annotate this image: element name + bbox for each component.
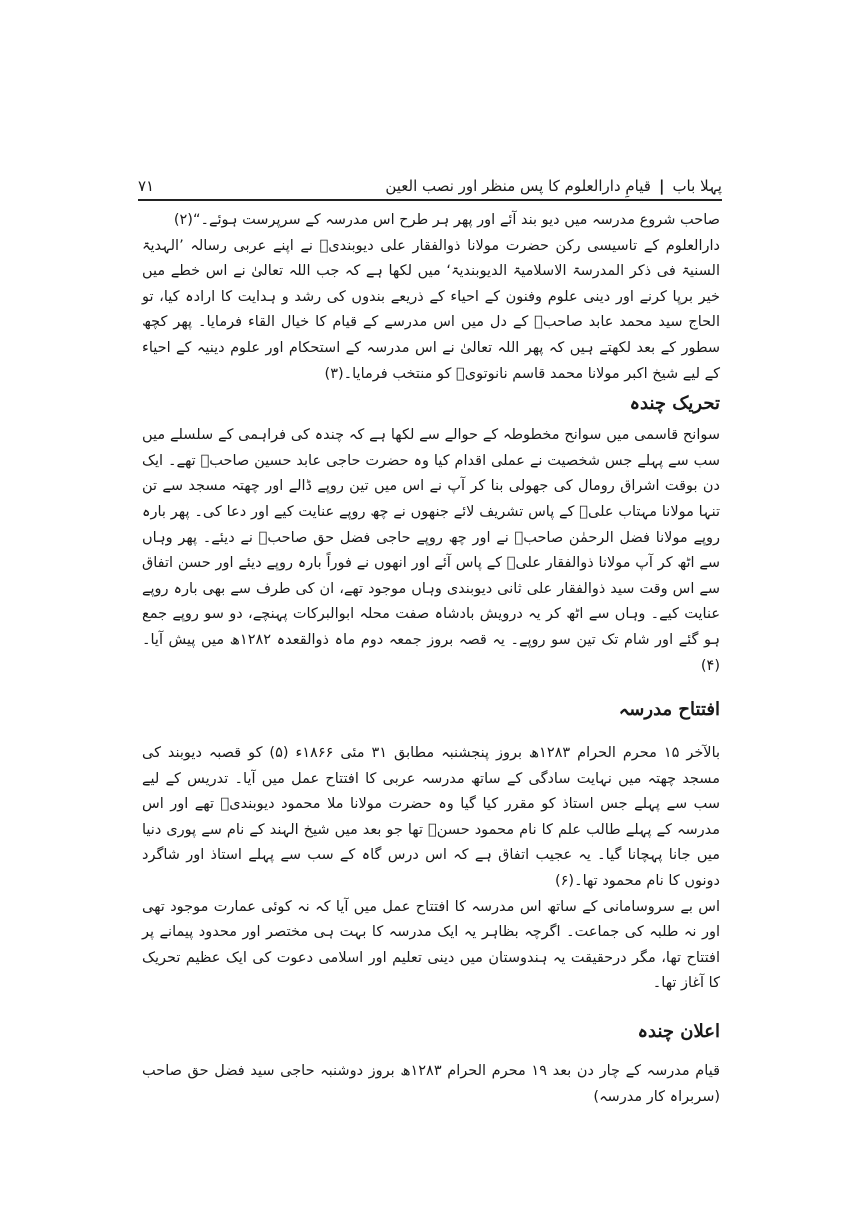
chapter-label: پہلا باب	[672, 177, 722, 195]
paragraph-azeem-tehreek: اس بے سروسامانی کے ساتھ اس مدرسہ کا افتتاح عمل میں آیا کہ نہ کوئی عمارت موجود تھی اور نہ طلبہ کی جماعت۔ اگرچہ بظاہر یہ ایک مدرسہ کا بہت ہی مختصر اور محدود پیمانے پر افتتاح تھا، مگر درحقیقت یہ ہندوستان میں دینی تعلیم اور اسلامی دعوت کی ایک عظیم تحریک کا آغاز تھا۔	[142, 898, 720, 992]
heading-iftitah-madrasa: افتتاح مدرسہ	[618, 699, 720, 721]
page-number: ۷۱	[138, 177, 155, 195]
heading-tehreek-chanda: تحریک چندہ	[629, 393, 720, 415]
heading-ailan-chanda: اعلان چندہ	[637, 1021, 720, 1043]
paragraph-ailan: قیام مدرسہ کے چار دن بعد ۱۹ محرم الحرام ۱۲۸۳ھ بروز دوشنبہ حاجی سید فضل حق صاحب (سربراہ کار مدرسہ)	[142, 1063, 720, 1105]
paragraph-iftitah: بالآخر ۱۵ محرم الحرام ۱۲۸۳ھ بروز پنجشنبہ مطابق ۳۱ مئی ۱۸۶۶ء (۵) کو قصبہ دیوبند کی مسجد چھتہ میں نہایت سادگی کے ساتھ مدرسہ عربی کا افتتاح عمل میں آیا۔ تدریس کے لیے سب سے پہلے جس استاذ کو مقرر کیا گیا وہ حضرت مولانا ملا محمود دیوبندیؒ تھے اور اس مدرسہ کے پہلے طالب علم کا نام محمود حسنؒ تھا جو بعد میں شیخ الہند کے نام سے پوری دنیا میں جانا پہچانا گیا۔ یہ عجیب اتفاق ہے کہ اس درس گاہ کے سب سے پہلے استاذ اور شاگرد دونوں کا نام محمود تھا۔(۶)	[142, 745, 721, 890]
chapter-title: قیامِ دارالعلوم کا پس منظر اور نصب العین	[385, 177, 651, 195]
paragraph-hadiya-saniya: دارالعلوم کے تاسیسی رکن حضرت مولانا ذوالفقار علی دیوبندیؒ نے اپنے عربی رسالہ ’الہدیۃ السنیۃ فی ذکر المدرسۃ الاسلامیۃ الدیوبندیۃ‘ میں لکھا ہے کہ جب اللہ تعالیٰ نے اس خطے میں خیر برپا کرنے اور دینی علوم وفنون کے احیاء کے ذریعے بندوں کی رشد و ہدایت کا ارادہ کیا، تو الحاج سید محمد عابد صاحبؒ کے دل میں اس مدرسے کے قیام کا خیال القاء فرمایا۔ پھر کچھ سطور کے بعد لکھتے ہیں کہ پھر اللہ تعالیٰ نے اس مدرسہ کے استحکام اور علوم دینیہ کے احیاء کے لیے شیخ اکبر مولانا محمد قاسم نانوتویؒ کو منتخب فرمایا۔(۳)	[142, 237, 720, 382]
header-rule	[138, 199, 722, 201]
paragraph-quote-end: صاحب شروع مدرسہ میں دیو بند آئے اور پھر ہر طرح اس مدرسہ کے سرپرست ہوئے۔“(۲)	[173, 212, 720, 228]
header-separator: |	[658, 177, 665, 195]
page-body	[142, 208, 720, 1110]
paragraph-chanda-story: سوانح قاسمی میں سوانح مخطوطہ کے حوالے سے لکھا ہے کہ چندہ کی فراہمی کے سلسلے میں سب سے پہلے جس شخصیت نے عملی اقدام کیا وہ حضرت حاجی عابد حسین صاحبؒ تھے۔ ایک دن بوقت اشراق رومال کی جھولی بنا کر آپ نے اس میں تین روپے ڈالے اور چھتہ مسجد سے تن تنہا مولانا مہتاب علیؒ کے پاس تشریف لائے جنھوں نے چھ روپے عنایت کیے اور دعا کی۔ پھر بارہ روپے مولانا فضل الرحمٰن صاحبؒ نے اور چھ روپے حاجی فضل حق صاحبؒ نے دیئے۔ پھر وہاں سے اٹھ کر آپ مولانا ذوالفقار علیؒ کے پاس آئے اور انھوں نے فوراً بارہ روپے دیئے اور حسن اتفاق سے اس وقت سید ذوالفقار علی ثانی دیوبندی وہاں موجود تھے، ان کی طرف سے بھی بارہ روپے عنایت کیے۔ وہاں سے اٹھ کر یہ درویش بادشاہ صفت محلہ ابوالبرکات پہنچے، دو سو روپے جمع ہو گئے اور شام تک تین سو روپے۔ یہ قصہ بروز جمعہ دوم ماہ ذوالقعدہ ۱۲۸۲ھ میں پیش آیا۔(۴)	[142, 427, 720, 674]
running-header	[138, 160, 722, 196]
